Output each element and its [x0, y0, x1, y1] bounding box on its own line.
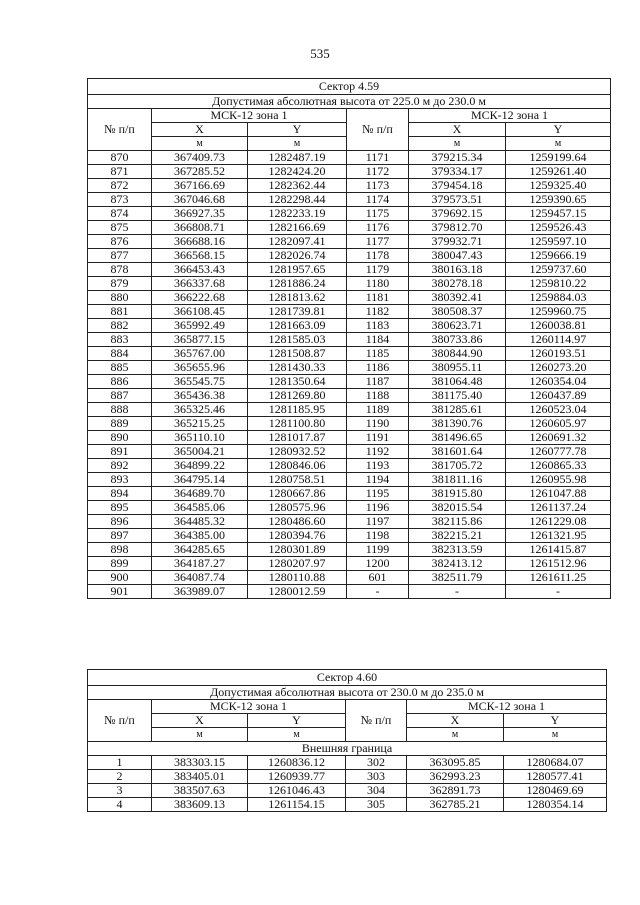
cell-y: 1281350.64: [248, 375, 347, 389]
unit-y: м: [248, 728, 346, 742]
cell-num-right: 1194: [347, 473, 409, 487]
cell-y-right: 1261047.88: [506, 487, 611, 501]
cell-x-right: 380278.18: [409, 277, 506, 291]
cell-y: 1282487.19: [248, 151, 347, 165]
page-number: 535: [310, 46, 330, 61]
cell-y: 1280394.76: [248, 529, 347, 543]
cell-y: 1281269.80: [248, 389, 347, 403]
cell-num: 876: [88, 235, 152, 249]
cell-x-right: 382215.21: [409, 529, 506, 543]
table-row: [88, 333, 611, 347]
cell-num: 900: [88, 571, 152, 585]
cell-x-right: 382413.12: [409, 557, 506, 571]
cell-y-right: 1261611.25: [506, 571, 611, 585]
cell-x: 364689.70: [152, 487, 248, 501]
cell-x-right: 379692.15: [409, 207, 506, 221]
cell-num-right: 1185: [347, 347, 409, 361]
cell-num: 4: [88, 798, 152, 812]
cell-x: 365436.38: [152, 389, 248, 403]
cell-y: 1280667.86: [248, 487, 347, 501]
table-row: [88, 417, 611, 431]
table-row: [88, 235, 611, 249]
cell-num-right: 1180: [347, 277, 409, 291]
cell-x: 365004.21: [152, 445, 248, 459]
cell-num: 873: [88, 193, 152, 207]
cell-x: 366337.68: [152, 277, 248, 291]
cell-num-right: 1177: [347, 235, 409, 249]
cell-y-right: 1261415.87: [506, 543, 611, 557]
cell-num-right: 1171: [347, 151, 409, 165]
cell-x: 364087.74: [152, 571, 248, 585]
cell-y-right: 1259261.40: [506, 165, 611, 179]
col-header-y-right: Y: [504, 714, 607, 728]
cell-num: 897: [88, 529, 152, 543]
cell-num-right: 1197: [347, 515, 409, 529]
table-row: [88, 277, 611, 291]
cell-x-right: 362891.73: [407, 784, 504, 798]
cell-num: 892: [88, 459, 152, 473]
cell-num: 886: [88, 375, 152, 389]
table-row: [88, 263, 611, 277]
cs-header-left: МСК-12 зона 1: [152, 109, 347, 123]
cell-x-right: 381285.61: [409, 403, 506, 417]
cell-num-right: 1190: [347, 417, 409, 431]
table-row: [88, 347, 611, 361]
cell-x: 366568.15: [152, 249, 248, 263]
cell-num-right: 601: [347, 571, 409, 585]
cell-x-right: 381705.72: [409, 459, 506, 473]
table-row: [88, 179, 611, 193]
cell-x: 365545.75: [152, 375, 248, 389]
cell-num-right: 1172: [347, 165, 409, 179]
cell-num: 890: [88, 431, 152, 445]
unit-x-right: м: [409, 137, 506, 151]
cell-num: 872: [88, 179, 152, 193]
cell-y-right: 1259325.40: [506, 179, 611, 193]
cell-num: 883: [88, 333, 152, 347]
cell-num: 882: [88, 319, 152, 333]
cell-y-right: 1260193.51: [506, 347, 611, 361]
cell-num-right: 1187: [347, 375, 409, 389]
cell-y: 1280575.96: [248, 501, 347, 515]
cell-num-right: 1174: [347, 193, 409, 207]
cell-num: 875: [88, 221, 152, 235]
cell-x: 367166.69: [152, 179, 248, 193]
cell-y: 1282026.74: [248, 249, 347, 263]
cell-y-right: 1260523.04: [506, 403, 611, 417]
cell-x: 364899.22: [152, 459, 248, 473]
col-header-num: № п/п: [88, 700, 152, 742]
cell-y-right: 1260865.33: [506, 459, 611, 473]
cell-y-right: 1280684.07: [504, 756, 607, 770]
cell-num: 885: [88, 361, 152, 375]
cell-y-right: 1260114.97: [506, 333, 611, 347]
cell-y-right: 1259457.15: [506, 207, 611, 221]
cs-header-right: МСК-12 зона 1: [407, 700, 607, 714]
cell-y: 1281957.65: [248, 263, 347, 277]
cell-x: 366453.43: [152, 263, 248, 277]
table-row: [88, 389, 611, 403]
table-row: [88, 784, 607, 798]
cell-num: 893: [88, 473, 152, 487]
cell-y-right: 1259810.22: [506, 277, 611, 291]
cell-y-right: 1259960.75: [506, 305, 611, 319]
cell-y-right: 1260955.98: [506, 473, 611, 487]
col-header-x: X: [152, 123, 248, 137]
cell-x-right: 381601.64: [409, 445, 506, 459]
cell-num: 878: [88, 263, 152, 277]
cell-num: 881: [88, 305, 152, 319]
cell-y-right: 1260437.89: [506, 389, 611, 403]
cell-x-right: 379454.18: [409, 179, 506, 193]
cell-x-right: 382015.54: [409, 501, 506, 515]
table-row: [88, 193, 611, 207]
cell-x-right: 381175.40: [409, 389, 506, 403]
table-row: [88, 319, 611, 333]
cell-y: 1281017.87: [248, 431, 347, 445]
table-row: [88, 445, 611, 459]
cell-x: 383507.63: [152, 784, 248, 798]
cell-y: 1280012.59: [248, 585, 347, 599]
cell-x-right: 363095.85: [407, 756, 504, 770]
cell-y-right: 1259666.19: [506, 249, 611, 263]
cell-num: 870: [88, 151, 152, 165]
cell-x: 383609.13: [152, 798, 248, 812]
cell-num: 901: [88, 585, 152, 599]
cell-y: 1281430.33: [248, 361, 347, 375]
cell-x-right: 379573.51: [409, 193, 506, 207]
table-row: [88, 515, 611, 529]
cell-num-right: 1182: [347, 305, 409, 319]
cell-num-right: 1191: [347, 431, 409, 445]
cell-num: 877: [88, 249, 152, 263]
cell-num: 898: [88, 543, 152, 557]
table-row: [88, 487, 611, 501]
cell-y: 1280207.97: [248, 557, 347, 571]
cell-y-right: 1259737.60: [506, 263, 611, 277]
cell-x-right: 380047.43: [409, 249, 506, 263]
cell-num-right: 1198: [347, 529, 409, 543]
cell-num: 899: [88, 557, 152, 571]
cell-y: 1261046.43: [248, 784, 346, 798]
cell-x-right: 382313.59: [409, 543, 506, 557]
cell-num-right: 1186: [347, 361, 409, 375]
table-row: [88, 501, 611, 515]
cell-num: 887: [88, 389, 152, 403]
cell-y: 1280758.51: [248, 473, 347, 487]
unit-y-right: м: [506, 137, 611, 151]
cell-y-right: 1280577.41: [504, 770, 607, 784]
cell-y: 1282233.19: [248, 207, 347, 221]
cell-x-right: 362993.23: [407, 770, 504, 784]
cell-y-right: 1259199.64: [506, 151, 611, 165]
cell-y: 1280932.52: [248, 445, 347, 459]
cell-num-right: 302: [346, 756, 407, 770]
cell-num: 891: [88, 445, 152, 459]
cell-x: 365767.00: [152, 347, 248, 361]
cell-num: 1: [88, 756, 152, 770]
cell-num: 894: [88, 487, 152, 501]
table-row: [88, 165, 611, 179]
cell-y-right: 1259526.43: [506, 221, 611, 235]
cell-y: 1260939.77: [248, 770, 346, 784]
cell-num-right: 1181: [347, 291, 409, 305]
cell-num: 880: [88, 291, 152, 305]
cell-y-right: 1260273.20: [506, 361, 611, 375]
table-row: [88, 207, 611, 221]
col-header-num: № п/п: [88, 109, 152, 151]
cell-x-right: 362785.21: [407, 798, 504, 812]
cell-y: 1282097.41: [248, 235, 347, 249]
cell-y: 1282166.69: [248, 221, 347, 235]
cell-y-right: 1260691.32: [506, 431, 611, 445]
cell-num-right: 1195: [347, 487, 409, 501]
cell-x-right: 381811.16: [409, 473, 506, 487]
table-row: [88, 585, 611, 599]
table-row: [88, 473, 611, 487]
cs-header-left: МСК-12 зона 1: [152, 700, 346, 714]
cell-y-right: 1259390.65: [506, 193, 611, 207]
cell-y-right: 1261321.95: [506, 529, 611, 543]
cell-num-right: 1189: [347, 403, 409, 417]
unit-y: м: [248, 137, 347, 151]
cell-num-right: 1175: [347, 207, 409, 221]
cell-y-right: 1260038.81: [506, 319, 611, 333]
sector-4-59-table: [87, 78, 611, 599]
cell-num-right: 1184: [347, 333, 409, 347]
sector-4-60-table: [87, 669, 607, 812]
cell-x-right: 380955.11: [409, 361, 506, 375]
height-range: Допустимая абсолютная высота от 225.0 м до 230.0 м: [88, 95, 611, 109]
cell-y-right: 1280354.14: [504, 798, 607, 812]
cell-num-right: 1196: [347, 501, 409, 515]
cs-header-right: МСК-12 зона 1: [409, 109, 611, 123]
cell-num: 889: [88, 417, 152, 431]
cell-x: 367285.52: [152, 165, 248, 179]
cell-x: 366108.45: [152, 305, 248, 319]
cell-x: 364385.00: [152, 529, 248, 543]
table-row: [88, 529, 611, 543]
unit-x: м: [152, 137, 248, 151]
cell-y-right: 1259884.03: [506, 291, 611, 305]
cell-x-right: 379932.71: [409, 235, 506, 249]
cell-y-right: -: [506, 585, 611, 599]
cell-num-right: 303: [346, 770, 407, 784]
cell-num-right: 304: [346, 784, 407, 798]
cell-x: 383405.01: [152, 770, 248, 784]
cell-x: 383303.15: [152, 756, 248, 770]
cell-x-right: 380163.18: [409, 263, 506, 277]
cell-x: 365110.10: [152, 431, 248, 445]
cell-x: 364187.27: [152, 557, 248, 571]
table-row: [88, 221, 611, 235]
cell-num-right: 1173: [347, 179, 409, 193]
cell-x-right: 380508.37: [409, 305, 506, 319]
cell-num-right: 1200: [347, 557, 409, 571]
col-header-y: Y: [248, 123, 347, 137]
table-row: [88, 305, 611, 319]
cell-num-right: 1179: [347, 263, 409, 277]
cell-y: 1281739.81: [248, 305, 347, 319]
cell-x: 366688.16: [152, 235, 248, 249]
cell-num: 896: [88, 515, 152, 529]
col-header-x-right: X: [407, 714, 504, 728]
table-row: [88, 798, 607, 812]
table-row: [88, 151, 611, 165]
cell-x-right: 380733.86: [409, 333, 506, 347]
unit-x-right: м: [407, 728, 504, 742]
cell-y: 1281585.03: [248, 333, 347, 347]
cell-x: 366927.35: [152, 207, 248, 221]
cell-y: 1281508.87: [248, 347, 347, 361]
cell-y-right: 1259597.10: [506, 235, 611, 249]
table-row: [88, 571, 611, 585]
cell-num: 879: [88, 277, 152, 291]
col-header-num-right: № п/п: [346, 700, 407, 742]
cell-y: 1260836.12: [248, 756, 346, 770]
sector-title: Сектор 4.59: [88, 79, 611, 95]
cell-num: 895: [88, 501, 152, 515]
table-row: [88, 249, 611, 263]
cell-num-right: 1192: [347, 445, 409, 459]
cell-y: 1280110.88: [248, 571, 347, 585]
cell-num-right: 1183: [347, 319, 409, 333]
cell-x-right: 380623.71: [409, 319, 506, 333]
cell-y-right: 1261229.08: [506, 515, 611, 529]
cell-y: 1261154.15: [248, 798, 346, 812]
cell-y: 1281886.24: [248, 277, 347, 291]
table-row: [88, 756, 607, 770]
unit-x: м: [152, 728, 248, 742]
cell-num: 884: [88, 347, 152, 361]
cell-num-right: 1188: [347, 389, 409, 403]
table-row: [88, 403, 611, 417]
cell-x-right: 382511.79: [409, 571, 506, 585]
cell-y: 1280846.06: [248, 459, 347, 473]
table-row: [88, 557, 611, 571]
cell-x-right: 382115.86: [409, 515, 506, 529]
cell-y: 1282424.20: [248, 165, 347, 179]
cell-num: 888: [88, 403, 152, 417]
cell-num-right: 1176: [347, 221, 409, 235]
cell-x-right: 381915.80: [409, 487, 506, 501]
cell-y-right: 1260777.78: [506, 445, 611, 459]
cell-x: 365992.49: [152, 319, 248, 333]
cell-num-right: 305: [346, 798, 407, 812]
cell-num-right: 1199: [347, 543, 409, 557]
col-header-y-right: Y: [506, 123, 611, 137]
col-header-num-right: № п/п: [347, 109, 409, 151]
table-row: [88, 291, 611, 305]
cell-x: 365877.15: [152, 333, 248, 347]
cell-num-right: 1193: [347, 459, 409, 473]
cell-num-right: 1178: [347, 249, 409, 263]
cell-x: 364285.65: [152, 543, 248, 557]
boundary-label: Внешняя граница: [88, 742, 607, 756]
cell-x-right: -: [409, 585, 506, 599]
cell-x-right: 380844.90: [409, 347, 506, 361]
table-row: [88, 543, 611, 557]
cell-x-right: 379334.17: [409, 165, 506, 179]
cell-num: 871: [88, 165, 152, 179]
cell-x: 367409.73: [152, 151, 248, 165]
table-row: [88, 375, 611, 389]
table-row: [88, 431, 611, 445]
cell-x-right: 381064.48: [409, 375, 506, 389]
cell-x: 364585.06: [152, 501, 248, 515]
unit-y-right: м: [504, 728, 607, 742]
col-header-x-right: X: [409, 123, 506, 137]
cell-num: 874: [88, 207, 152, 221]
cell-x: 365655.96: [152, 361, 248, 375]
cell-x: 365325.46: [152, 403, 248, 417]
col-header-x: X: [152, 714, 248, 728]
cell-x-right: 381496.65: [409, 431, 506, 445]
cell-num: 2: [88, 770, 152, 784]
cell-y-right: 1261512.96: [506, 557, 611, 571]
cell-y-right: 1280469.69: [504, 784, 607, 798]
cell-y: 1280301.89: [248, 543, 347, 557]
cell-y: 1281663.09: [248, 319, 347, 333]
cell-y: 1281813.62: [248, 291, 347, 305]
cell-y-right: 1260354.04: [506, 375, 611, 389]
cell-x: 367046.68: [152, 193, 248, 207]
cell-y: 1282362.44: [248, 179, 347, 193]
cell-x: 363989.07: [152, 585, 248, 599]
cell-y: 1280486.60: [248, 515, 347, 529]
cell-num-right: -: [347, 585, 409, 599]
cell-num: 3: [88, 784, 152, 798]
cell-x-right: 380392.41: [409, 291, 506, 305]
cell-x: 364485.32: [152, 515, 248, 529]
cell-x: 366222.68: [152, 291, 248, 305]
table-row: [88, 361, 611, 375]
cell-x: 364795.14: [152, 473, 248, 487]
cell-y: 1282298.44: [248, 193, 347, 207]
cell-x-right: 379812.70: [409, 221, 506, 235]
col-header-y: Y: [248, 714, 346, 728]
cell-y-right: 1260605.97: [506, 417, 611, 431]
table-row: [88, 459, 611, 473]
cell-x-right: 381390.76: [409, 417, 506, 431]
height-range: Допустимая абсолютная высота от 230.0 м до 235.0 м: [88, 686, 607, 700]
cell-x-right: 379215.34: [409, 151, 506, 165]
cell-x: 366808.71: [152, 221, 248, 235]
cell-x: 365215.25: [152, 417, 248, 431]
cell-y-right: 1261137.24: [506, 501, 611, 515]
cell-y: 1281185.95: [248, 403, 347, 417]
table-row: [88, 770, 607, 784]
cell-y: 1281100.80: [248, 417, 347, 431]
sector-title: Сектор 4.60: [88, 670, 607, 686]
